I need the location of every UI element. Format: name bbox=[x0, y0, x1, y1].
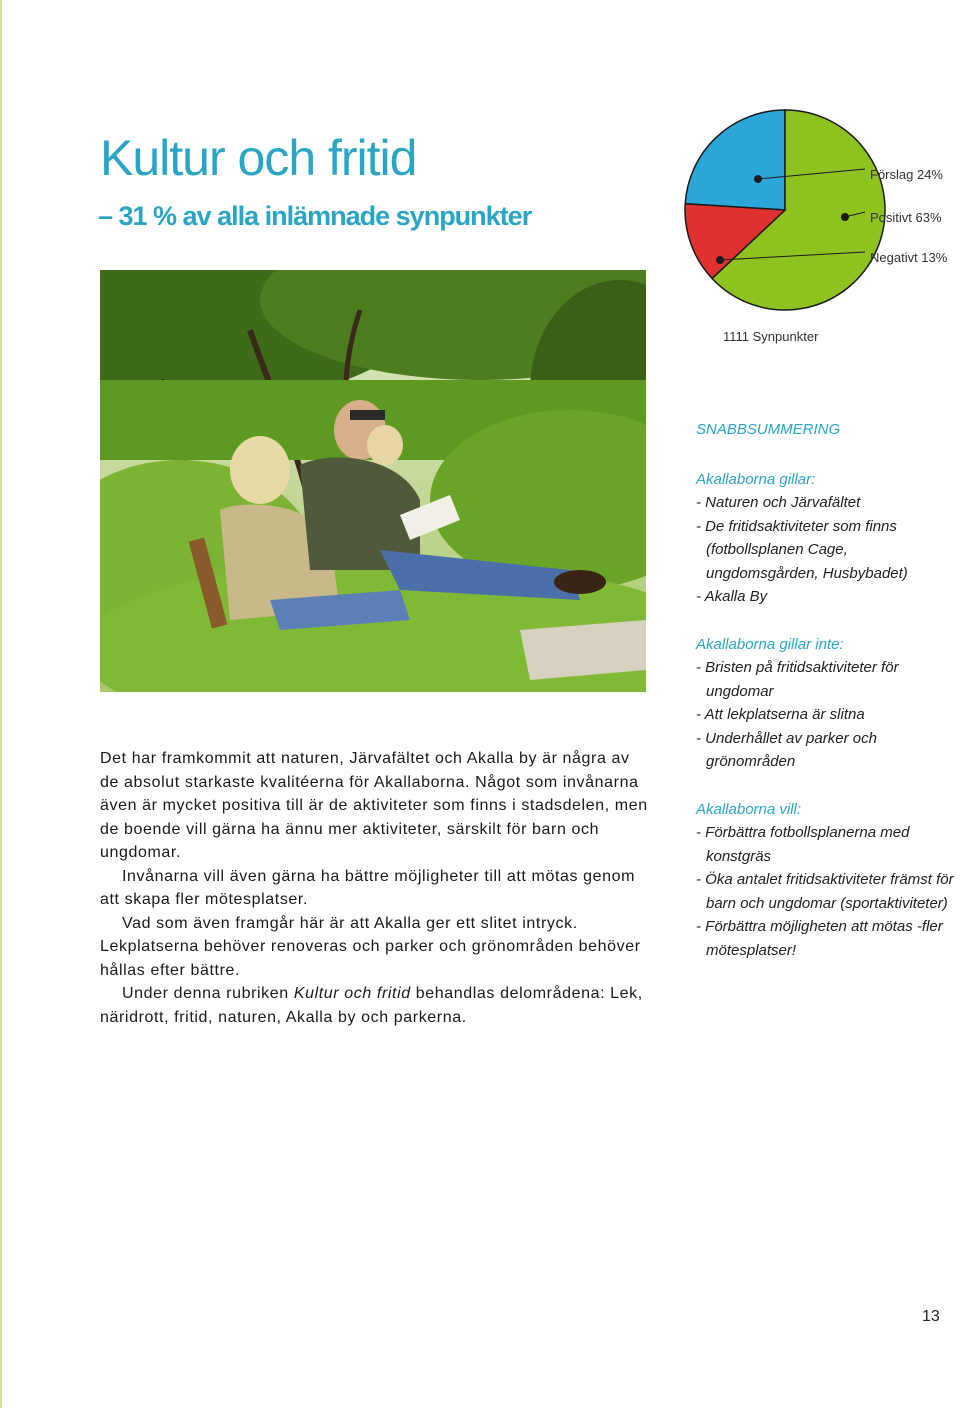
pie-total-label: 1111 Synpunkter bbox=[723, 329, 819, 344]
page-title: Kultur och fritid bbox=[100, 130, 417, 186]
body-p4-pre: Under denna rubriken bbox=[122, 985, 294, 1002]
summary-heading: SNABBSUMMERING bbox=[696, 421, 841, 438]
summary-item: - Bristen på fritidsaktiviteter för ungdomar bbox=[696, 659, 899, 700]
body-p4-post: behandlas delområdena: Lek, näridrott, fritid, naturen, Akalla by och parkerna. bbox=[100, 985, 643, 1026]
photo-illustration bbox=[100, 270, 646, 692]
summary-group-dislikes bbox=[696, 633, 956, 774]
summary-group-wants bbox=[696, 798, 956, 963]
pie-leader-dot bbox=[716, 256, 724, 264]
summary-item: - Att lekplatserna är slitna bbox=[696, 706, 865, 723]
photo-people-reading bbox=[100, 270, 646, 692]
summary-item: - Akalla By bbox=[696, 588, 768, 605]
body-paragraph-2: Invånarna vill även gärna ha bättre möjligheter till att mötas genom att skapa fler mötesplatser. bbox=[100, 867, 636, 908]
summary-group-title: Akallaborna gillar inte: bbox=[696, 635, 844, 653]
pie-leader-dot bbox=[841, 213, 849, 221]
pie-slice-0 bbox=[685, 110, 785, 210]
summary-item: - Underhållet av parker och grönområden bbox=[696, 729, 877, 770]
summary-group-title: Akallaborna vill: bbox=[696, 800, 802, 818]
body-paragraph-4 bbox=[100, 982, 648, 1029]
summary-item: - Naturen och Järvafältet bbox=[696, 494, 861, 511]
legend-forslag: Förslag 24% bbox=[870, 167, 943, 182]
body-paragraph-1: Det har framkommit att naturen, Järvafältet och Akalla by är några av de absolut starkaste kvalitéerna för Akallaborna. Något som invånarna även är mycket positiva till är de aktiviteter som finns i stadsdelen, men de boende vill gärna ha ännu mer aktiviteter, särskilt för barn och ungdomar. bbox=[100, 750, 648, 861]
body-text bbox=[100, 747, 648, 1029]
legend-positivt: Positivt 63% bbox=[870, 210, 942, 225]
legend-negativt: Negativt 13% bbox=[870, 250, 948, 265]
summary-item: - Förbättra fotbollsplanerna med konstgräs bbox=[696, 824, 910, 865]
pie-leader-dot bbox=[754, 175, 762, 183]
page-number: 13 bbox=[922, 1308, 940, 1325]
summary-item: - Förbättra möjligheten att mötas -fler mötesplatser! bbox=[696, 918, 943, 959]
page-edge-line bbox=[0, 0, 2, 1408]
body-p4-emphasis: Kultur och fritid bbox=[293, 985, 411, 1002]
summary-group-title: Akallaborna gillar: bbox=[696, 470, 816, 488]
summary-group-likes bbox=[696, 468, 956, 609]
summary-sidebar bbox=[696, 418, 956, 986]
body-paragraph-3: Vad som även framgår här är att Akalla ger ett slitet intryck. Lekplatserna behöver renoveras och parker och grönområden behöver hållas efter bättre. bbox=[100, 914, 641, 979]
page-subtitle: – 31 % av alla inlämnade synpunkter bbox=[98, 201, 532, 231]
summary-item: - Öka antalet fritidsaktiviteter främst för barn och ungdomar (sportaktiviteter) bbox=[696, 871, 954, 912]
summary-item: - De fritidsaktiviteter som finns (fotbollsplanen Cage, ungdomsgården, Husbybadet) bbox=[696, 517, 908, 582]
